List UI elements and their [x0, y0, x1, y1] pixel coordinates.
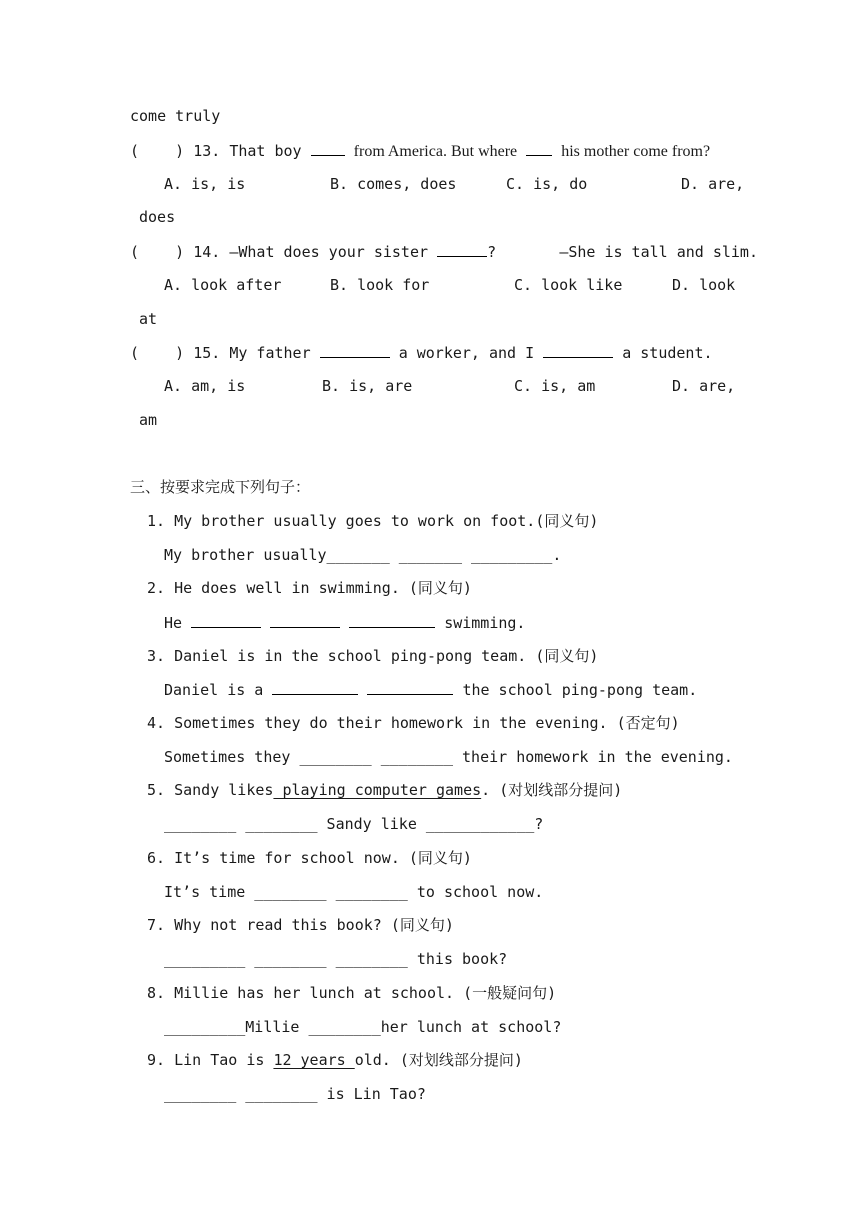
mcq-15-option-b: B. is, are	[322, 377, 413, 395]
mcq-13-option-a: A. is, is	[164, 175, 246, 193]
item-5-answer: ________ ________ Sandy like ____________?	[164, 815, 544, 833]
item-7-answer: _________ ________ ________ this book?	[164, 950, 508, 968]
item-9-answer: ________ ________ is Lin Tao?	[164, 1085, 426, 1103]
item-9-question: 9. Lin Tao is 12 years old. (对划线部分提问)	[147, 1051, 523, 1069]
mcq-14-option-d-wrap: at	[139, 310, 158, 328]
item-4-question: 4. Sometimes they do their homework in the evening. (否定句)	[147, 714, 680, 732]
mcq-14-option-a: A. look after	[164, 276, 282, 294]
mcq-14-option-c: C. look like	[514, 276, 623, 294]
mcq-15-option-d: D. are,	[672, 377, 736, 395]
mcq-14-stem: ( ) 14. —What does your sister ? —She is tall and slim.	[130, 243, 758, 261]
item-6-question: 6. It’s time for school now. (同义句)	[147, 849, 472, 867]
mcq-13-option-d-wrap: does	[139, 208, 176, 226]
item-2-question: 2. He does well in swimming. (同义句)	[147, 579, 472, 597]
item-8-question: 8. Millie has her lunch at school. (一般疑问句)	[147, 984, 557, 1002]
mcq-15-option-a: A. am, is	[164, 377, 246, 395]
item-1-question: 1. My brother usually goes to work on foot.(同义句)	[147, 512, 599, 530]
mcq-14-option-b: B. look for	[330, 276, 430, 294]
section-3-title: 三、按要求完成下列句子：	[130, 478, 311, 496]
mcq-13-option-b: B. comes, does	[330, 175, 457, 193]
item-4-answer: Sometimes they ________ ________ their homework in the evening.	[164, 748, 733, 766]
item-7-question: 7. Why not read this book? (同义句)	[147, 916, 454, 934]
item-6-answer: It’s time ________ ________ to school now.	[164, 883, 544, 901]
mcq-13-stem: ( ) 13. That boy from America. But where his mother come from?	[130, 142, 711, 160]
item-8-answer: _________Millie ________her lunch at school?	[164, 1018, 562, 1036]
item-5-question: 5. Sandy likes playing computer games. (对划线部分提问)	[147, 781, 623, 799]
mcq-13-option-c: C. is, do	[506, 175, 588, 193]
item-3-answer: Daniel is a the school ping-pong team.	[164, 681, 698, 699]
item-1-answer: My brother usually_______ _______ _________.	[164, 546, 562, 564]
mcq-15-option-d-wrap: am	[139, 411, 158, 429]
mcq-14-option-d: D. look	[672, 276, 736, 294]
mcq-13-option-d: D. are,	[681, 175, 745, 193]
mcq-15-stem: ( ) 15. My father a worker, and I a student.	[130, 344, 713, 362]
item-3-question: 3. Daniel is in the school ping-pong team. (同义句)	[147, 647, 599, 665]
mcq-15-option-c: C. is, am	[514, 377, 596, 395]
continuation-text: come truly	[130, 107, 221, 125]
item-2-answer: He swimming.	[164, 614, 526, 632]
